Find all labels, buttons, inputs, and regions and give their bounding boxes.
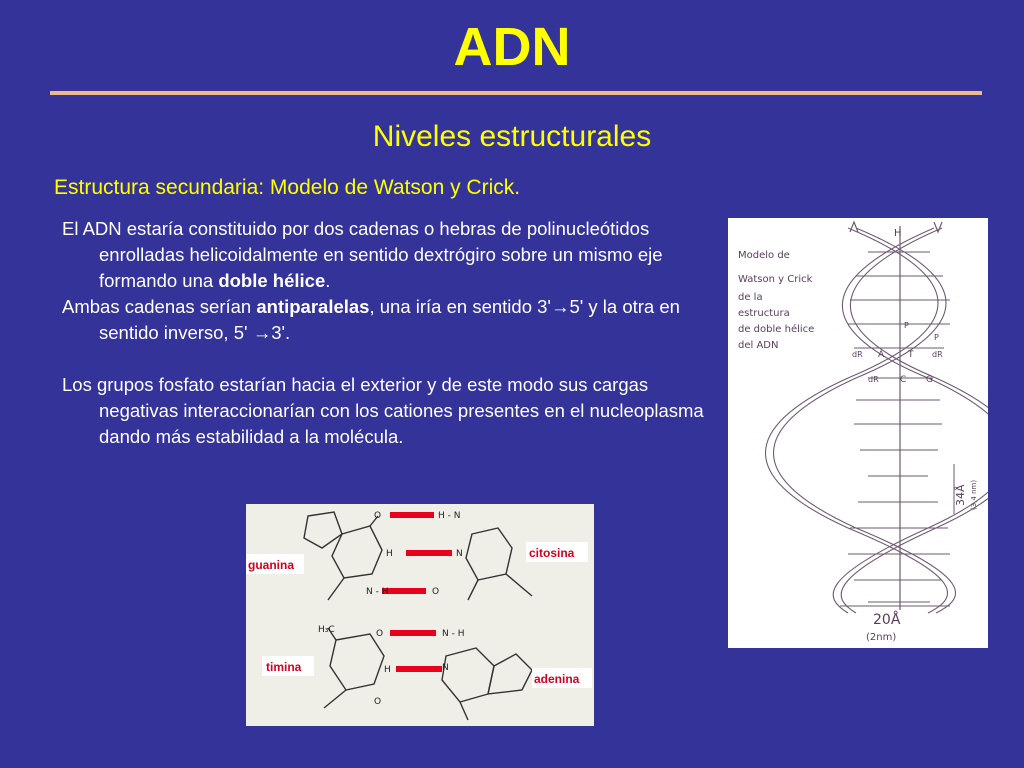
pair-label-p2: P <box>934 333 939 342</box>
pair-label-p1: P <box>904 321 909 330</box>
pair-label-g: G <box>926 375 933 385</box>
pair-label-t: T <box>908 350 914 360</box>
helix-caption-5: de doble hélice <box>738 324 815 335</box>
p1-text: El ADN estaría constituido por dos cadenas o hebras de polinucleótidos enrolladas helicoidalmente en sentido dextrógiro sobre un mismo eje formando una <box>62 218 663 291</box>
p2-mid2: 5' y la otra en sentido inverso, 5' <box>99 296 680 343</box>
width-label: 20Å <box>873 612 901 628</box>
atom-nh-2: N - H <box>442 629 465 639</box>
pair-label-dr1: dR <box>852 350 863 359</box>
helix-caption-2: Watson y Crick <box>738 274 813 285</box>
h-bond-2 <box>406 550 452 556</box>
base-pairs-drawing <box>246 504 594 726</box>
section-heading: Estructura secundaria: Modelo de Watson y Crick. <box>54 176 521 199</box>
atom-h-2: H <box>384 665 391 675</box>
helix-caption-1: Modelo de <box>738 250 790 261</box>
atom-o-1: O <box>374 511 382 521</box>
p1-bold-term: doble hélice <box>218 270 326 291</box>
slide-subtitle: Niveles estructurales <box>372 120 652 153</box>
body-text <box>62 216 722 450</box>
p2-mid1: , una iría en sentido 3' <box>369 296 551 317</box>
paragraph-double-helix <box>62 216 722 294</box>
pair-label-dr3: dR <box>868 375 879 384</box>
base-pairs-figure <box>246 504 594 726</box>
helix-figure <box>728 218 988 648</box>
arrow-icon: → <box>252 322 272 343</box>
atom-ch3: H₃C <box>318 625 335 635</box>
h-bond-3 <box>382 588 426 594</box>
helix-rungs <box>848 252 950 602</box>
p1-end: . <box>325 270 331 291</box>
paragraph-phosphate: Los grupos fosfato estarían hacia el exterior y de este modo sus cargas negativas interaccionarían con los cationes presentes en el nucleoplasma dando más estabilidad a la molécula. <box>62 374 704 447</box>
pair-label-dr2: dR <box>932 350 943 359</box>
pitch-label: 34Å <box>954 484 967 506</box>
atom-n-2: N <box>442 663 449 673</box>
width-sub-label: (2nm) <box>866 632 897 643</box>
atom-h-1: H <box>386 549 393 559</box>
label-guanina: guanina <box>248 558 295 572</box>
label-timina: timina <box>266 660 302 674</box>
atom-nh-1: N - H <box>366 587 389 597</box>
paragraph-antiparallel <box>62 294 722 346</box>
pitch-sub-label: (3,4 nm) <box>970 479 978 510</box>
h-bond-1 <box>390 512 434 518</box>
p2-start: Ambas cadenas serían <box>62 296 257 317</box>
helix-caption-4: estructura <box>738 308 790 319</box>
atom-o-4: O <box>374 697 382 707</box>
helix-strands <box>766 228 989 613</box>
atom-n-1: N <box>456 549 463 559</box>
paragraph-spacer <box>62 346 722 372</box>
slide-title: ADN <box>453 17 571 77</box>
title-divider <box>50 91 982 95</box>
helix-top-mark: H <box>894 228 902 239</box>
label-adenina: adenina <box>534 672 580 686</box>
h-bond-5 <box>396 666 442 672</box>
atom-hn-1: H - N <box>438 511 461 521</box>
pair-label-c: C <box>900 375 907 385</box>
arrow-icon: → <box>550 296 570 317</box>
figure-background <box>246 504 594 726</box>
atom-o-2: O <box>432 587 440 597</box>
helix-caption-3: de la <box>738 292 763 303</box>
p2-bold-term: antiparalelas <box>256 296 370 317</box>
pair-label-a: A <box>878 350 885 360</box>
helix-drawing <box>728 218 988 648</box>
label-citosina: citosina <box>529 546 575 560</box>
p2-end: 3'. <box>271 322 291 343</box>
h-bond-4 <box>390 630 436 636</box>
atom-o-3: O <box>376 629 384 639</box>
helix-caption-6: del ADN <box>738 340 779 351</box>
